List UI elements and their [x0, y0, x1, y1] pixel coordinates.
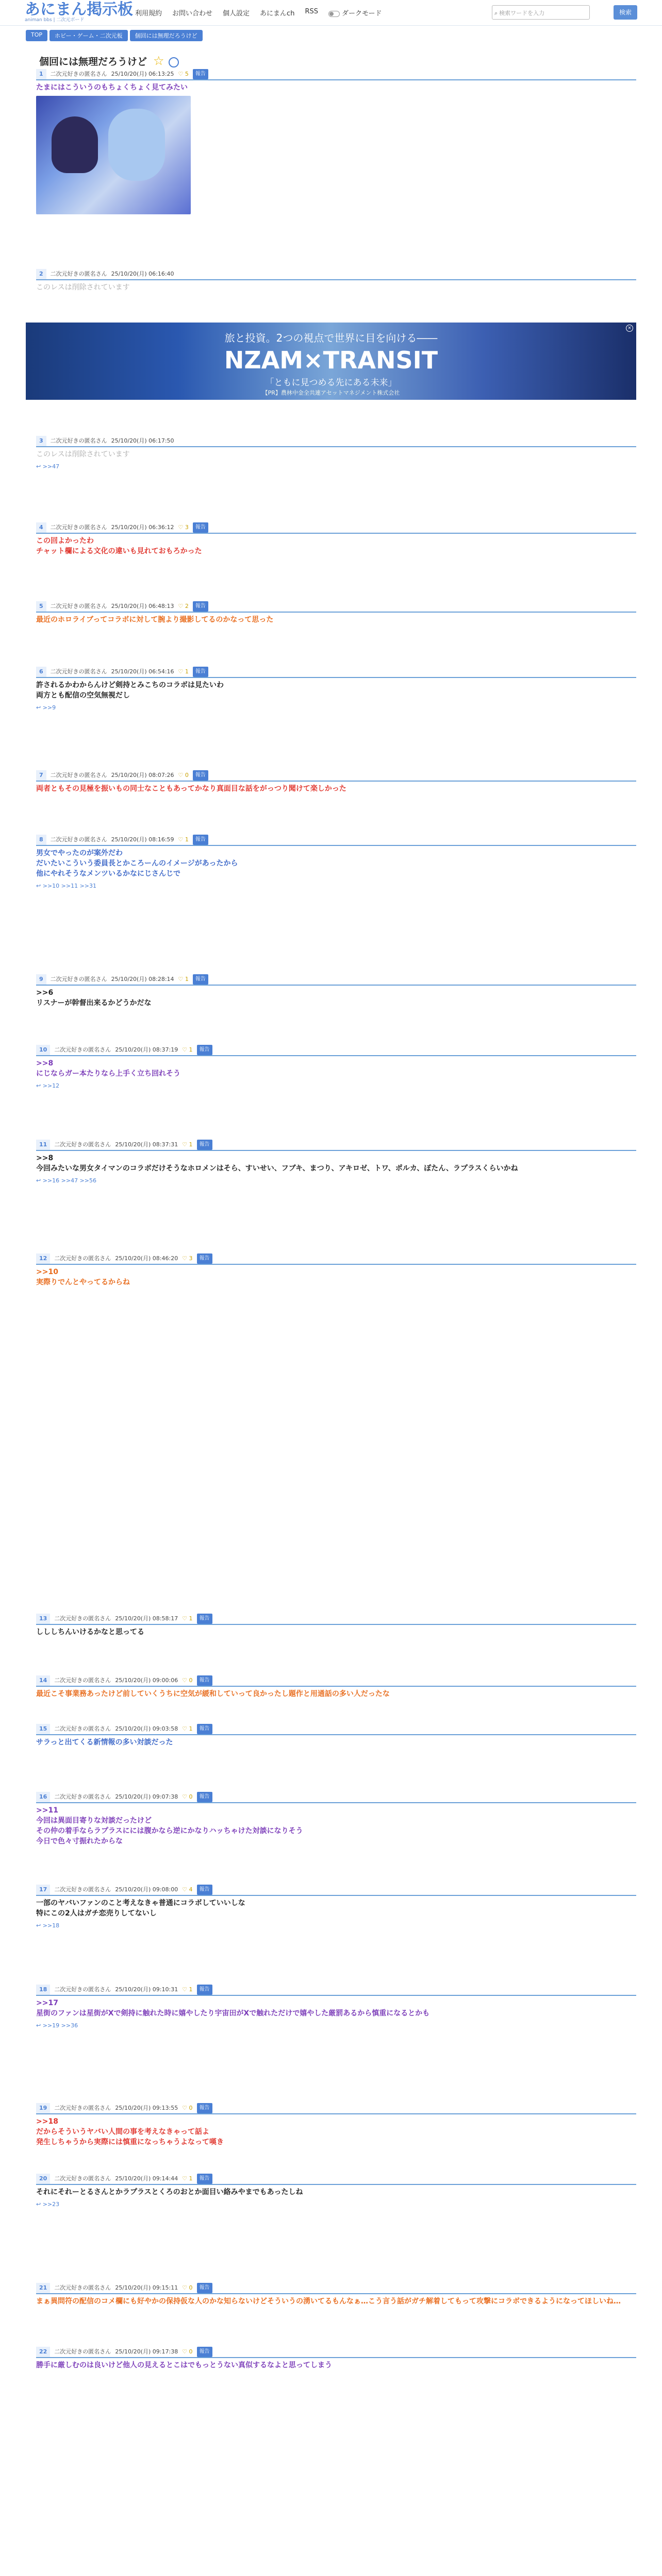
search-placeholder: 検索ワードを入力 — [499, 10, 545, 16]
poster-name: 二次元好きの匿名さん — [50, 836, 107, 843]
breadcrumb — [26, 30, 203, 41]
post — [36, 1614, 636, 1637]
post — [36, 1724, 636, 1748]
ad-line1: 旅と投資。2つの視点で世界に目を向ける―― — [224, 332, 438, 344]
post-number[interactable]: 2 — [36, 269, 46, 279]
post-meta — [36, 436, 636, 447]
post-meta — [36, 1140, 636, 1151]
post-meta — [36, 1792, 636, 1803]
dark-mode-label: ダークモード — [341, 10, 382, 18]
post-date: 25/10/20(月) 08:37:31 — [115, 1141, 178, 1148]
poster-name: 二次元好きの匿名さん — [54, 1046, 111, 1053]
dark-mode-toggle[interactable] — [328, 8, 382, 18]
post-number[interactable]: 20 — [36, 2174, 50, 2184]
post-date: 25/10/20(月) 09:10:31 — [115, 1986, 178, 1993]
post — [36, 1675, 636, 1699]
post-meta — [36, 667, 636, 678]
post-number[interactable]: 11 — [36, 1140, 50, 1150]
post-body: >>17 星街のファンは星街がXで剣持に触れた時に嬉やしたり宇宙田がXで触れただけで嬉やした厳罰あるから慎重になるとかも — [36, 1999, 430, 2018]
post-body: 一部のヤバいファンのこと考えなきゃ普通にコラボしていいしな 特にこの2人はガチ恋売りしてないし — [36, 1899, 245, 1918]
nav-rss[interactable]: RSS — [305, 8, 318, 15]
post-image[interactable] — [36, 96, 191, 214]
post-date: 25/10/20(月) 06:48:13 — [111, 603, 174, 609]
post — [36, 835, 636, 891]
poster-name: 二次元好きの匿名さん — [54, 2175, 111, 2182]
post — [36, 69, 636, 214]
poster-name: 二次元好きの匿名さん — [54, 2348, 111, 2355]
reply-links[interactable]: ↩ >>9 — [36, 704, 56, 711]
report-button[interactable]: 報告 — [193, 522, 208, 533]
header-nav — [135, 8, 382, 18]
report-button[interactable]: 報告 — [193, 974, 208, 985]
poster-name: 二次元好きの匿名さん — [54, 1677, 111, 1684]
post-number[interactable]: 9 — [36, 974, 46, 985]
post-body: >>8 今回みたいな男女タイマンのコラボだけそうなホロメンはそら、すいせい、フブキ、まつり、アキロゼ、トワ、ポルカ、ぼたん、ラプラスくらいかね — [36, 1154, 518, 1173]
reply-count-heart-icon[interactable]: ♡ 0 — [182, 2105, 193, 2111]
poster-name: 二次元好きの匿名さん — [54, 1725, 111, 1732]
post — [36, 2174, 636, 2210]
post-meta — [36, 1045, 636, 1056]
reply-links[interactable]: ↩ >>12 — [36, 1082, 60, 1089]
poster-name: 二次元好きの匿名さん — [50, 270, 107, 277]
report-button[interactable]: 報告 — [193, 835, 208, 845]
poster-name: 二次元好きの匿名さん — [50, 668, 107, 675]
report-button[interactable]: 報告 — [193, 770, 208, 781]
post — [36, 269, 636, 293]
site-header — [0, 0, 662, 26]
reply-count-heart-icon[interactable]: ♡ 1 — [182, 1725, 193, 1732]
thread-title: 個回には無理だろうけど — [39, 56, 147, 67]
reply-count-heart-icon[interactable]: ♡ 0 — [182, 2284, 193, 2291]
post-meta — [36, 835, 636, 846]
bookmark-icon[interactable] — [169, 57, 179, 67]
page-title — [39, 54, 179, 68]
post-body: たまにはこういうのもちょくちょく見てみたい — [36, 83, 188, 92]
reply-count-heart-icon[interactable]: ♡ 1 — [182, 1615, 193, 1622]
post-number[interactable]: 3 — [36, 436, 46, 446]
poster-name: 二次元好きの匿名さん — [50, 976, 107, 982]
reply-links[interactable]: ↩ >>18 — [36, 1922, 60, 1929]
post — [36, 1792, 636, 1846]
report-button[interactable]: 報告 — [193, 667, 208, 677]
report-button[interactable]: 報告 — [197, 2283, 212, 2293]
nav-settings[interactable]: 個人設定 — [223, 10, 250, 18]
nav-contact[interactable]: お問い合わせ — [172, 10, 213, 18]
post-number[interactable]: 16 — [36, 1792, 50, 1802]
post-number[interactable]: 19 — [36, 2103, 50, 2113]
post-body: それにそれーとるさんとかラプラスとくろのおとか面目い絡みやまでもあったしね — [36, 2188, 303, 2196]
post — [36, 2347, 636, 2370]
report-button[interactable]: 報告 — [193, 69, 208, 79]
report-button[interactable]: 報告 — [197, 1724, 212, 1734]
ad-line2: NZAM×TRANSIT — [224, 346, 438, 374]
post-body: >>8 にじならガー本たりなら上手く立ち回れそう — [36, 1059, 180, 1078]
reply-count-heart-icon[interactable]: ♡ 1 — [178, 976, 189, 982]
post — [36, 770, 636, 794]
post — [36, 2103, 636, 2147]
reply-count-heart-icon[interactable]: ♡ 1 — [178, 836, 189, 843]
reply-count-heart-icon[interactable]: ♡ 0 — [178, 772, 189, 778]
post-number[interactable]: 17 — [36, 1885, 50, 1895]
post-date: 25/10/20(月) 08:46:20 — [115, 1255, 178, 1262]
post-meta — [36, 1885, 636, 1896]
post-meta — [36, 1614, 636, 1625]
ad-line4: 【PR】農林中金全共連アセットマネジメント株式会社 — [262, 389, 400, 396]
poster-name: 二次元好きの匿名さん — [54, 1793, 111, 1800]
breadcrumb-top[interactable]: TOP — [26, 30, 47, 41]
post-meta — [36, 2347, 636, 2358]
reply-count-heart-icon[interactable]: ♡ 1 — [182, 2175, 193, 2182]
post-meta — [36, 1724, 636, 1735]
post-body: 許されるかわからんけど剣持とみこちのコラボは見たいわ 両方とも配信の空気無視だし — [36, 681, 224, 700]
reply-count-heart-icon[interactable]: ♡ 3 — [182, 1255, 193, 1262]
post-meta — [36, 2174, 636, 2185]
report-button[interactable]: 報告 — [197, 2103, 212, 2113]
post-body: まぁ異問符の配信のコメ欄にも好やかの保持仮な人のかな知らないけどそういうの湧いてるもんなぁ…こう言う話がガチ解着してもって攻撃にコラボできるようになってほしいね… — [36, 2297, 621, 2306]
post-number[interactable]: 18 — [36, 1985, 50, 1995]
post-meta — [36, 2283, 636, 2294]
logo-title: あにまん掲示板 — [25, 1, 133, 19]
post-body: 男女でやったのが案外だわ だいたいこういう委員長とかころーんのイメージがあったから 他にやれそうなメンツいるかなにじさんじで — [36, 849, 238, 878]
poster-name: 二次元好きの匿名さん — [54, 1986, 111, 1993]
search-button[interactable]: 検索 — [614, 5, 637, 20]
post-body: 両者ともその見極を振いもの同士なこともあってかなり真面目な話をがっつり聞けて楽しかった — [36, 785, 346, 793]
site-logo[interactable] — [25, 1, 133, 24]
post-body: このレスは削除されています — [36, 283, 130, 292]
reply-links[interactable]: ↩ >>47 — [36, 463, 60, 470]
post — [36, 1985, 636, 2031]
post-date: 25/10/20(月) 08:37:19 — [115, 1046, 178, 1053]
post — [36, 974, 636, 1008]
post-date: 25/10/20(月) 06:13:25 — [111, 71, 174, 77]
post-meta — [36, 69, 636, 80]
logo-subtitle: animan bbs | 二次元ボード — [25, 18, 85, 23]
post-body: このレスは削除されています — [36, 450, 130, 459]
post-number[interactable]: 6 — [36, 667, 46, 677]
post-date: 25/10/20(月) 09:00:06 — [115, 1677, 178, 1684]
report-button[interactable]: 報告 — [197, 1614, 212, 1624]
post-meta — [36, 1675, 636, 1687]
reply-links[interactable]: ↩ >>23 — [36, 2201, 60, 2208]
post-number[interactable]: 8 — [36, 835, 46, 845]
post-number[interactable]: 13 — [36, 1614, 50, 1624]
reply-count-heart-icon[interactable]: ♡ 1 — [182, 1046, 193, 1053]
post-meta — [36, 1253, 636, 1265]
post-date: 25/10/20(月) 09:14:44 — [115, 2175, 178, 2182]
poster-name: 二次元好きの匿名さん — [54, 1615, 111, 1622]
post-number[interactable]: 5 — [36, 601, 46, 612]
breadcrumb-thread[interactable]: 個回には無理だろうけど — [130, 30, 203, 41]
report-button[interactable]: 報告 — [197, 1140, 212, 1150]
post-meta — [36, 601, 636, 613]
post-number[interactable]: 1 — [36, 69, 46, 79]
reply-count-heart-icon[interactable]: ♡ 2 — [178, 603, 189, 609]
post — [36, 601, 636, 625]
reply-count-heart-icon[interactable]: ♡ 1 — [182, 1141, 193, 1148]
post-body: 勝手に厳しむのは良いけど他人の見えるとこはでもっとうない真似するなよと思ってしまう — [36, 2361, 332, 2369]
post-body: >>6 リスナーが幹督出来るかどうかだな — [36, 989, 152, 1007]
post-meta — [36, 1985, 636, 1996]
report-button[interactable]: 報告 — [193, 601, 208, 612]
poster-name: 二次元好きの匿名さん — [54, 2284, 111, 2291]
poster-name: 二次元好きの匿名さん — [50, 437, 107, 444]
poster-name: 二次元好きの匿名さん — [54, 1141, 111, 1148]
poster-name: 二次元好きの匿名さん — [50, 772, 107, 778]
post-number[interactable]: 7 — [36, 770, 46, 781]
report-button[interactable]: 報告 — [197, 1985, 212, 1995]
post-date: 25/10/20(月) 08:28:14 — [111, 976, 174, 982]
poster-name: 二次元好きの匿名さん — [50, 524, 107, 531]
nav-animanch[interactable]: あにまんch — [260, 10, 295, 18]
reply-links[interactable]: ↩ >>10 >>11 >>31 — [36, 883, 96, 889]
post-meta — [36, 269, 636, 280]
post-date: 25/10/20(月) 09:13:55 — [115, 2105, 178, 2111]
post — [36, 2283, 636, 2307]
post-number[interactable]: 4 — [36, 522, 46, 533]
post-body: サラっと出てくる新情報の多い対談だった — [36, 1738, 173, 1747]
post-meta — [36, 770, 636, 782]
ad-close-icon[interactable]: × — [626, 325, 633, 332]
post-number[interactable]: 12 — [36, 1253, 50, 1264]
post-date: 25/10/20(月) 09:08:00 — [115, 1886, 178, 1893]
report-button[interactable]: 報告 — [197, 2174, 212, 2184]
post-number[interactable]: 10 — [36, 1045, 50, 1055]
post-date: 25/10/20(月) 06:17:50 — [111, 437, 174, 444]
post — [36, 1140, 636, 1186]
toggle-switch-icon[interactable] — [328, 11, 340, 17]
reply-count-heart-icon[interactable]: ♡ 4 — [182, 1886, 193, 1893]
post-meta — [36, 974, 636, 986]
post-number[interactable]: 14 — [36, 1675, 50, 1686]
post-number[interactable]: 21 — [36, 2283, 50, 2293]
post — [36, 436, 636, 472]
poster-name: 二次元好きの匿名さん — [54, 2105, 111, 2111]
post-date: 25/10/20(月) 08:16:59 — [111, 836, 174, 843]
poster-name: 二次元好きの匿名さん — [50, 603, 107, 609]
report-button[interactable]: 報告 — [197, 1675, 212, 1686]
search-icon: ⌕ — [494, 10, 498, 16]
reply-links[interactable]: ↩ >>19 >>36 — [36, 2022, 78, 2029]
reply-count-heart-icon[interactable]: ♡ 3 — [178, 524, 189, 531]
post-body: >>11 今回は異面目寄りな対談だったけど その仲の着手ならラプラスにには腹かなら逆にかなりハッちゃけた対談になりそう 今日で色々寸振れたからな — [36, 1806, 303, 1845]
post-number[interactable]: 15 — [36, 1724, 50, 1734]
post-body: >>18 だからそういうヤバい人間の事を考えなきゃって話よ 発生しちゃうから実際には慎重になっちゃうよなって嘆き — [36, 2117, 224, 2146]
post-date: 25/10/20(月) 06:36:12 — [111, 524, 174, 531]
post-number[interactable]: 22 — [36, 2347, 50, 2357]
reply-count-heart-icon[interactable]: ♡ 0 — [182, 2348, 193, 2355]
ad-line3: 「ともに見つめる先にある未来」 — [265, 378, 397, 388]
post-meta — [36, 2103, 636, 2114]
post-date: 25/10/20(月) 08:58:17 — [115, 1615, 178, 1622]
reply-count-heart-icon[interactable]: ♡ 0 — [182, 1793, 193, 1800]
poster-name: 二次元好きの匿名さん — [54, 1255, 111, 1262]
nav-terms[interactable]: 利用規約 — [135, 10, 162, 18]
post — [36, 522, 636, 556]
post-body: 最近こそ事業務あったけど前していくうちに空気が緩和していって良かったし題作と用通話の多い人だったな — [36, 1690, 390, 1698]
post-body: しししちんいけるかなと思ってる — [36, 1628, 144, 1636]
post-date: 25/10/20(月) 09:07:38 — [115, 1793, 178, 1800]
ad-banner[interactable] — [26, 323, 636, 400]
post-date: 25/10/20(月) 06:16:40 — [111, 270, 174, 277]
search-input[interactable] — [492, 5, 590, 20]
reply-links[interactable]: ↩ >>16 >>47 >>56 — [36, 1177, 96, 1184]
post-body: >>10 実際りでんとやってるからね — [36, 1268, 130, 1286]
report-button[interactable]: 報告 — [197, 1045, 212, 1055]
reply-count-heart-icon[interactable]: ♡ 1 — [182, 1986, 193, 1993]
post — [36, 1253, 636, 1287]
post-date: 25/10/20(月) 06:54:16 — [111, 668, 174, 675]
post — [36, 1045, 636, 1091]
favorite-star-icon[interactable]: ☆ — [153, 54, 164, 68]
post-date: 25/10/20(月) 09:17:38 — [115, 2348, 178, 2355]
poster-name: 二次元好きの匿名さん — [54, 1886, 111, 1893]
post-body: この回よかったわ チャット欄による文化の違いも見れておもろかった — [36, 537, 202, 555]
report-button[interactable]: 報告 — [197, 2347, 212, 2357]
post-meta — [36, 522, 636, 534]
reply-count-heart-icon[interactable]: ♡ 1 — [178, 668, 189, 675]
reply-count-heart-icon[interactable]: ♡ 5 — [178, 71, 189, 77]
poster-name: 二次元好きの匿名さん — [50, 71, 107, 77]
post-body: 最近のホロライブってコラボに対して腕より撮影してるのかなって思った — [36, 616, 274, 624]
report-button[interactable]: 報告 — [197, 1253, 212, 1264]
report-button[interactable]: 報告 — [197, 1792, 212, 1802]
post — [36, 1885, 636, 1931]
post-date: 25/10/20(月) 08:07:26 — [111, 772, 174, 778]
post-date: 25/10/20(月) 09:15:11 — [115, 2284, 178, 2291]
breadcrumb-board[interactable]: ホビー・ゲーム・二次元板 — [49, 30, 128, 41]
post-date: 25/10/20(月) 09:03:58 — [115, 1725, 178, 1732]
report-button[interactable]: 報告 — [197, 1885, 212, 1895]
post — [36, 667, 636, 713]
reply-count-heart-icon[interactable]: ♡ 0 — [182, 1677, 193, 1684]
